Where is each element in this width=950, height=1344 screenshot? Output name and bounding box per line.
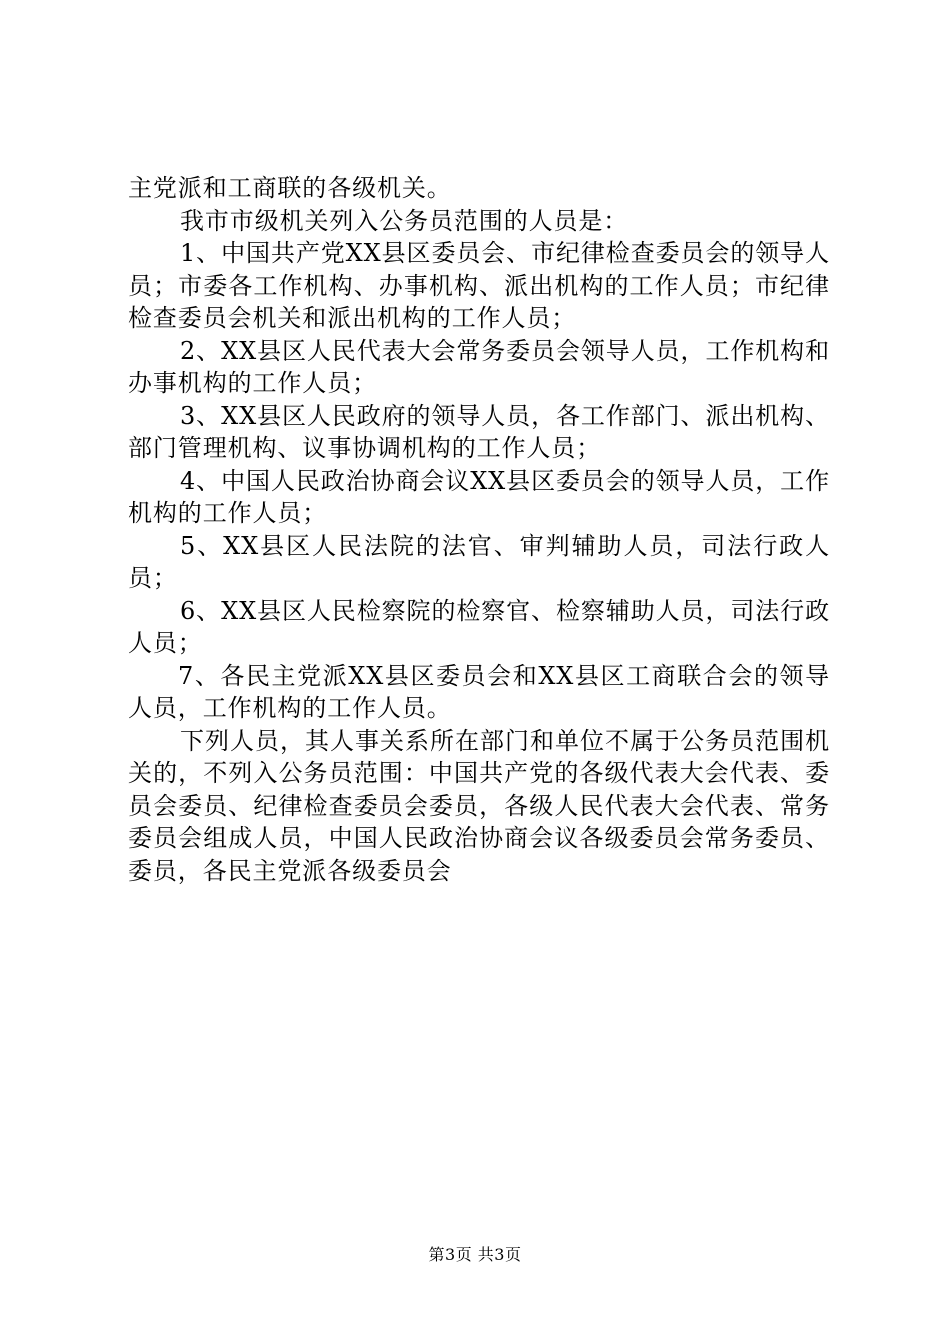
list-item-6: 6、XX县区人民检察院的检察官、检察辅助人员，司法行政人员；	[128, 596, 830, 657]
page-footer	[0, 1245, 950, 1265]
list-item-4: 4、中国人民政治协商会议XX县区委员会的领导人员，工作机构的工作人员；	[128, 466, 830, 527]
list-item-2: 2、XX县区人民代表大会常务委员会领导人员，工作机构和办事机构的工作人员；	[128, 336, 830, 397]
list-item-3: 3、XX县区人民政府的领导人员，各工作部门、派出机构、部门管理机构、议事协调机构的工作人员；	[128, 401, 830, 462]
list-item-7: 7、各民主党派XX县区委员会和XX县区工商联合会的领导人员，工作机构的工作人员。	[128, 661, 830, 722]
page-number: 第3页 共3页	[428, 1245, 522, 1264]
list-item-1: 1、中国共产党XX县区委员会、市纪律检查委员会的领导人员；市委各工作机构、办事机构、派出机构的工作人员；市纪律检查委员会机关和派出机构的工作人员；	[128, 239, 830, 332]
paragraph-exclusions: 下列人员，其人事关系所在部门和单位不属于公务员范围机关的，不列入公务员范围：中国共产党的各级代表大会代表、委员会委员、纪律检查委员会委员，各级人民代表大会代表、常务委员会组成人员，中国人民政治协商会议各级委员会常务委员、委员，各民主党派各级委员会	[128, 726, 830, 885]
paragraph-continuation: 主党派和工商联的各级机关。	[128, 174, 452, 202]
paragraph-intro: 我市市级机关列入公务员范围的人员是：	[180, 206, 629, 235]
list-item-5: 5、XX县区人民法院的法官、审判辅助人员，司法行政人员；	[128, 531, 830, 592]
document-body	[128, 172, 830, 887]
